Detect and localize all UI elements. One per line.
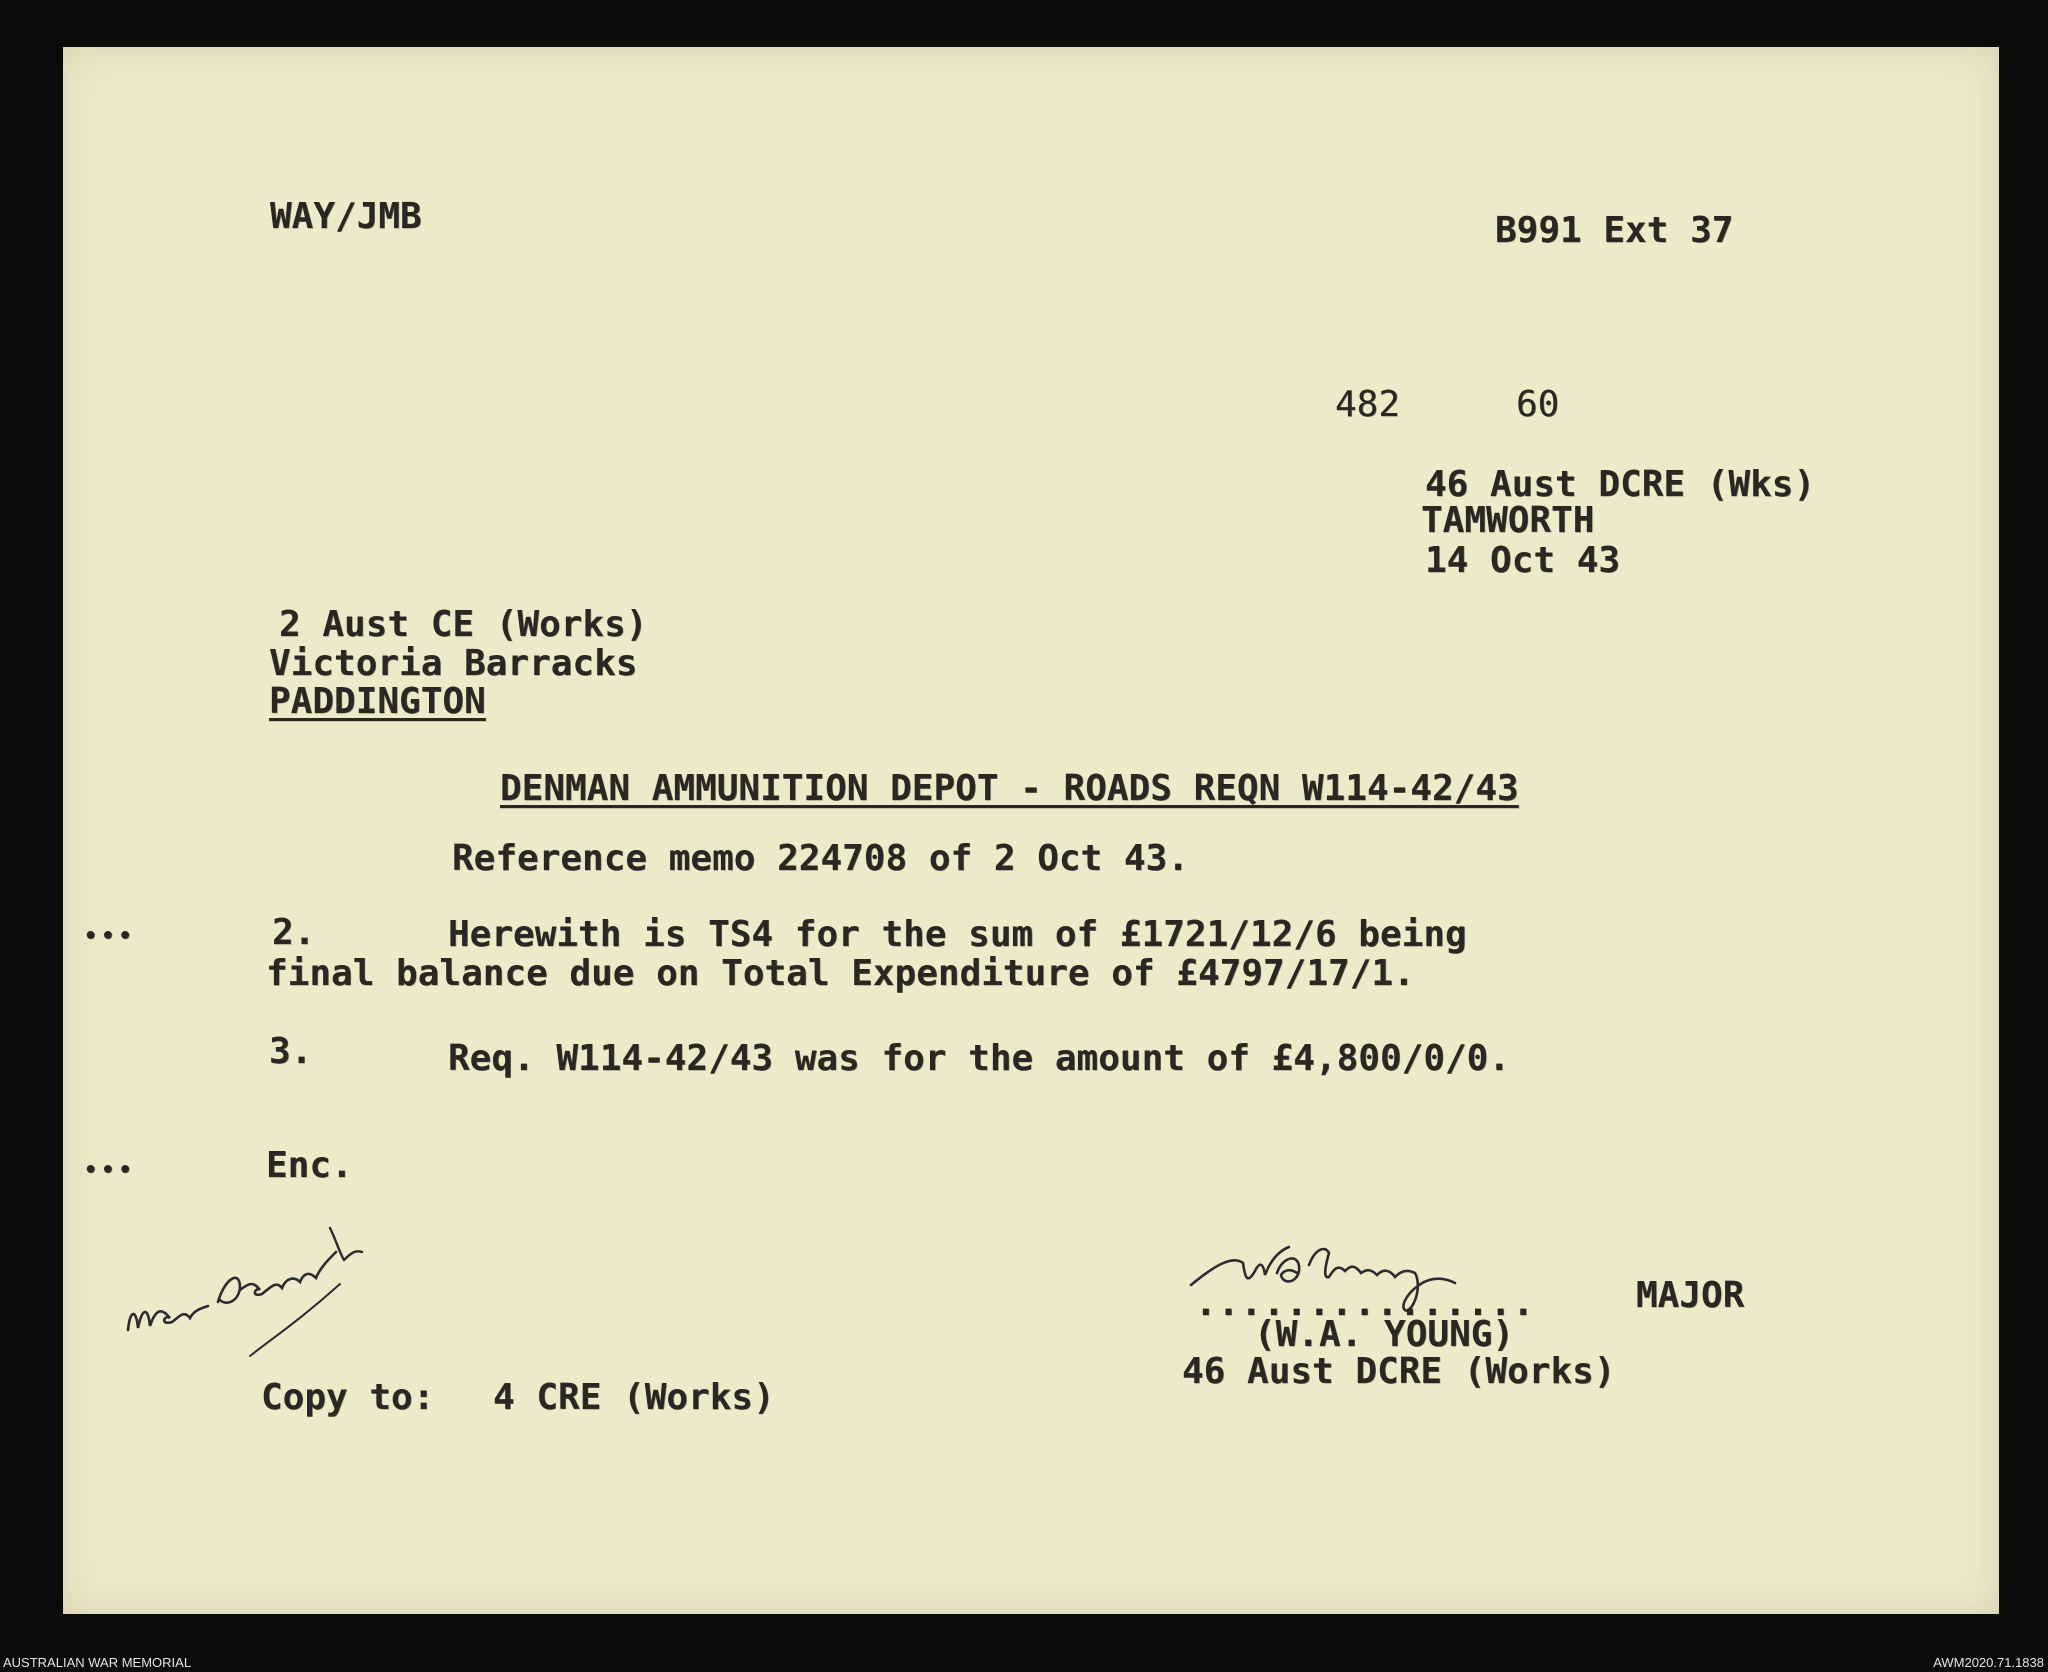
paragraph-3-number: 3.	[269, 1031, 313, 1072]
addressee-line-1: 2 Aust CE (Works)	[279, 604, 648, 645]
sender-unit: 46 Aust DCRE (Wks)	[1425, 464, 1816, 505]
addressee-line-3: PADDINGTON	[269, 681, 486, 722]
copy-to-recipient: 4 CRE (Works)	[493, 1377, 775, 1418]
reference-number-a: 482	[1335, 384, 1401, 425]
signatory-name: (W.A. YOUNG)	[1254, 1314, 1515, 1355]
sender-place: TAMWORTH	[1421, 500, 1595, 541]
margin-marker-1: •••	[84, 924, 136, 949]
addressee-line-2: Victoria Barracks	[269, 643, 638, 684]
enclosure-note: Enc.	[266, 1145, 353, 1186]
archive-id: AWM2020.71.1838	[1933, 1655, 2044, 1670]
archive-credit: AUSTRALIAN WAR MEMORIAL	[3, 1655, 192, 1670]
copy-to-label: Copy to:	[261, 1377, 435, 1418]
signatory-rank: MAJOR	[1636, 1275, 1745, 1316]
handwritten-annotation	[90, 1190, 420, 1380]
letter-date: 14 Oct 43	[1425, 540, 1621, 581]
paragraph-2-line-1: Herewith is TS4 for the sum of £1721/12/6 being	[448, 914, 1467, 955]
paragraph-3-text: Req. W114-42/43 was for the amount of £4,800/0/0.	[448, 1038, 1511, 1079]
paragraph-2-line-2: final balance due on Total Expenditure of £4797/17/1.	[266, 953, 1415, 994]
reference-number-b: 60	[1516, 384, 1560, 425]
subject-line: DENMAN AMMUNITION DEPOT - ROADS REQN W114-42/43	[500, 768, 1519, 809]
reference-initials: WAY/JMB	[270, 196, 422, 237]
file-reference: B991 Ext 37	[1495, 210, 1734, 251]
paragraph-1: Reference memo 224708 of 2 Oct 43.	[452, 838, 1189, 879]
signature-dotted-line: ...............	[1195, 1283, 1536, 1324]
margin-marker-2: •••	[84, 1158, 136, 1183]
paragraph-2-number: 2.	[272, 912, 316, 953]
signatory-unit: 46 Aust DCRE (Works)	[1182, 1351, 1616, 1392]
